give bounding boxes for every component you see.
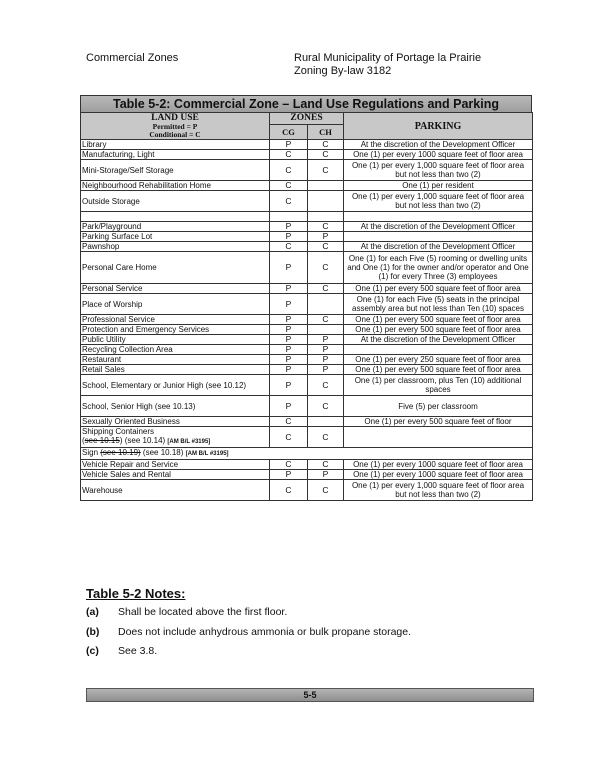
land-use-cell: Personal Service [81,284,270,294]
parking-cell: One (1) per every 1,000 square feet of floor area but not less than two (2) [344,480,533,501]
land-use-cell: Professional Service [81,315,270,325]
land-use-table [80,112,533,501]
zone-cg-cell [270,212,308,222]
zone-cg-header: CG [270,125,308,140]
land-use-cell: Recycling Collection Area [81,345,270,355]
zone-ch-cell: C [308,252,344,284]
zone-ch-cell: C [308,222,344,232]
zone-ch-cell [308,212,344,222]
land-use-reference: (see 10.18) [140,448,186,457]
parking-cell: At the discretion of the Development Officer [344,335,533,345]
zone-cg-cell: P [270,140,308,150]
land-use-cell: Pawnshop [81,242,270,252]
struck-reference: see 10.15 [84,436,120,445]
land-use-cell: School, Senior High (see 10.13) [81,396,270,417]
amendment-note: [AM B/L #3195] [185,451,229,457]
land-use-table-container [80,95,532,501]
table-row [81,396,533,417]
zone-ch-cell: C [308,375,344,396]
zone-ch-cell [308,417,344,427]
land-use-cell: Library [81,140,270,150]
zone-ch-cell: C [308,427,344,448]
zone-cg-cell: P [270,252,308,284]
table-row [81,191,533,212]
land-use-cell: Outside Storage [81,191,270,212]
table-row [81,448,533,460]
notes-title: Table 5-2 Notes: [86,586,186,601]
zone-ch-cell [308,325,344,335]
table-row [81,460,533,470]
zone-ch-cell: P [308,470,344,480]
zone-ch-cell: P [308,232,344,242]
zone-cg-cell: P [270,345,308,355]
zone-cg-cell: C [270,191,308,212]
land-use-cell: Restaurant [81,355,270,365]
parking-column-header: PARKING [344,113,533,140]
parking-cell: One (1) per every 500 square feet of floor area [344,325,533,335]
land-use-cell: Parking Surface Lot [81,232,270,242]
zone-cg-cell: C [270,160,308,181]
land-use-reference: (see 10.14) [122,436,168,445]
parking-cell: One (1) per every 250 square feet of floor area [344,355,533,365]
zone-ch-cell [308,294,344,315]
permitted-legend: Permitted = P [152,122,198,131]
note-item [86,626,411,638]
table-row [81,365,533,375]
zone-cg-cell: P [270,294,308,315]
zone-cg-cell: P [270,284,308,294]
parking-cell: One (1) for each Five (5) rooming or dwelling units and One (1) for the owner and/or operator and One (1) for every Three (3) employees [344,252,533,284]
land-use-name: Sign [82,448,101,457]
header-section-title: Commercial Zones [86,52,179,64]
table-row [81,232,533,242]
table-row [81,335,533,345]
zone-ch-cell: P [308,365,344,375]
table-title: Table 5-2: Commercial Zone – Land Use Regulations and Parking [80,95,532,112]
table-row [81,212,533,222]
zone-cg-cell: P [270,315,308,325]
note-label: (c) [86,645,99,657]
land-use-cell: Neighbourhood Rehabilitation Home [81,181,270,191]
land-use-header-label: LAND USE [151,113,199,123]
parking-cell [344,212,533,222]
parking-cell [344,232,533,242]
header-municipality: Rural Municipality of Portage la Prairie [294,52,482,64]
parking-cell: One (1) per classroom, plus Ten (10) additional spaces [344,375,533,396]
table-body [81,140,533,501]
zone-cg-cell: P [270,375,308,396]
table-row [81,375,533,396]
land-use-cell: Shipping Containers (see 10.15) (see 10.14) [AM B/L #3195] [81,427,270,448]
zone-cg-cell: P [270,222,308,232]
zone-ch-cell: P [308,335,344,345]
parking-cell: At the discretion of the Development Officer [344,242,533,252]
land-use-cell: Park/Playground [81,222,270,232]
table-row [81,150,533,160]
parking-cell: One (1) per every 500 square feet of floor area [344,365,533,375]
zone-cg-cell: C [270,417,308,427]
parking-cell [344,345,533,355]
table-row [81,345,533,355]
parking-cell: One (1) per every 1000 square feet of floor area [344,460,533,470]
note-item [86,645,157,657]
table-row [81,417,533,427]
zone-cg-cell: P [270,335,308,345]
parking-cell: One (1) per every 500 square feet of floor area [344,284,533,294]
land-use-cell: Retail Sales [81,365,270,375]
amendment-note: [AM B/L #3195] [167,439,211,445]
table-row [81,160,533,181]
land-use-cell [81,448,533,460]
zone-cg-cell: C [270,150,308,160]
zone-cg-cell: C [270,242,308,252]
zone-cg-cell: P [270,232,308,242]
table-row [81,242,533,252]
zone-ch-cell [308,181,344,191]
zone-ch-cell: C [308,140,344,150]
land-use-cell: Mini-Storage/Self Storage [81,160,270,181]
zone-ch-cell: C [308,284,344,294]
note-label: (b) [86,626,100,638]
zone-ch-cell: P [308,345,344,355]
parking-cell [344,427,533,448]
land-use-column-header [81,113,270,140]
table-row [81,427,533,448]
zone-cg-cell: P [270,396,308,417]
parking-cell: One (1) per every 1,000 square feet of floor area but not less than two (2) [344,191,533,212]
table-row [81,181,533,191]
zone-ch-cell: C [308,242,344,252]
page-number: 5-5 [303,690,317,700]
conditional-legend: Conditional = C [149,130,201,139]
table-row [81,480,533,501]
note-text: Does not include anhydrous ammonia or bulk propane storage. [118,626,412,638]
table-row [81,222,533,232]
parking-cell: At the discretion of the Development Officer [344,222,533,232]
table-row [81,294,533,315]
page-footer [86,688,534,702]
land-use-cell: School, Elementary or Junior High (see 10.12) [81,375,270,396]
zones-column-header: ZONES [270,113,344,125]
parking-cell: At the discretion of the Development Officer [344,140,533,150]
zone-ch-header: CH [308,125,344,140]
parking-cell: One (1) per every 500 square feet of floor area [344,315,533,325]
zone-ch-cell: C [308,315,344,325]
table-row [81,140,533,150]
land-use-cell: Protection and Emergency Services [81,325,270,335]
parking-cell: One (1) per every 1,000 square feet of floor area but not less than two (2) [344,160,533,181]
zone-cg-cell: P [270,325,308,335]
parking-cell: One (1) per every 1000 square feet of floor area [344,150,533,160]
land-use-cell: Manufacturing, Light [81,150,270,160]
parking-cell: One (1) per every 1000 square feet of floor area [344,470,533,480]
table-row [81,325,533,335]
header-bylaw: Zoning By-law 3182 [294,65,392,77]
table-row [81,284,533,294]
land-use-cell: Personal Care Home [81,252,270,284]
land-use-name: Shipping Containers [82,427,155,436]
note-text: See 3.8. [118,645,158,657]
land-use-cell [81,212,270,222]
header-document-title [294,52,481,78]
land-use-cell: Warehouse [81,480,270,501]
zone-cg-cell: C [270,427,308,448]
zone-cg-cell: P [270,470,308,480]
zone-ch-cell: P [308,355,344,365]
table-row [81,252,533,284]
zone-ch-cell: C [308,460,344,470]
zone-ch-cell: C [308,480,344,501]
zone-ch-cell: C [308,160,344,181]
land-use-cell: Vehicle Sales and Rental [81,470,270,480]
land-use-cell: Place of Worship [81,294,270,315]
parking-cell: One (1) per resident [344,181,533,191]
zone-cg-cell: C [270,460,308,470]
parking-cell: One (1) for each Five (5) seats in the principal assembly area but not less than Ten (10) spaces [344,294,533,315]
zone-ch-cell [308,191,344,212]
zone-cg-cell: C [270,480,308,501]
parking-cell: One (1) per every 500 square feet of floor [344,417,533,427]
zone-cg-cell: P [270,355,308,365]
land-use-cell: Public Utility [81,335,270,345]
table-row [81,355,533,365]
land-use-cell: Sexually Oriented Business [81,417,270,427]
note-text: Shall be located above the first floor. [118,606,288,618]
note-label: (a) [86,606,99,618]
note-item [86,606,287,618]
land-use-cell: Vehicle Repair and Service [81,460,270,470]
zone-ch-cell: C [308,396,344,417]
zone-ch-cell: C [308,150,344,160]
table-row [81,470,533,480]
zone-cg-cell: C [270,181,308,191]
parking-cell: Five (5) per classroom [344,396,533,417]
struck-reference: (see 10.19) [100,448,141,457]
table-row [81,315,533,325]
zone-cg-cell: P [270,365,308,375]
